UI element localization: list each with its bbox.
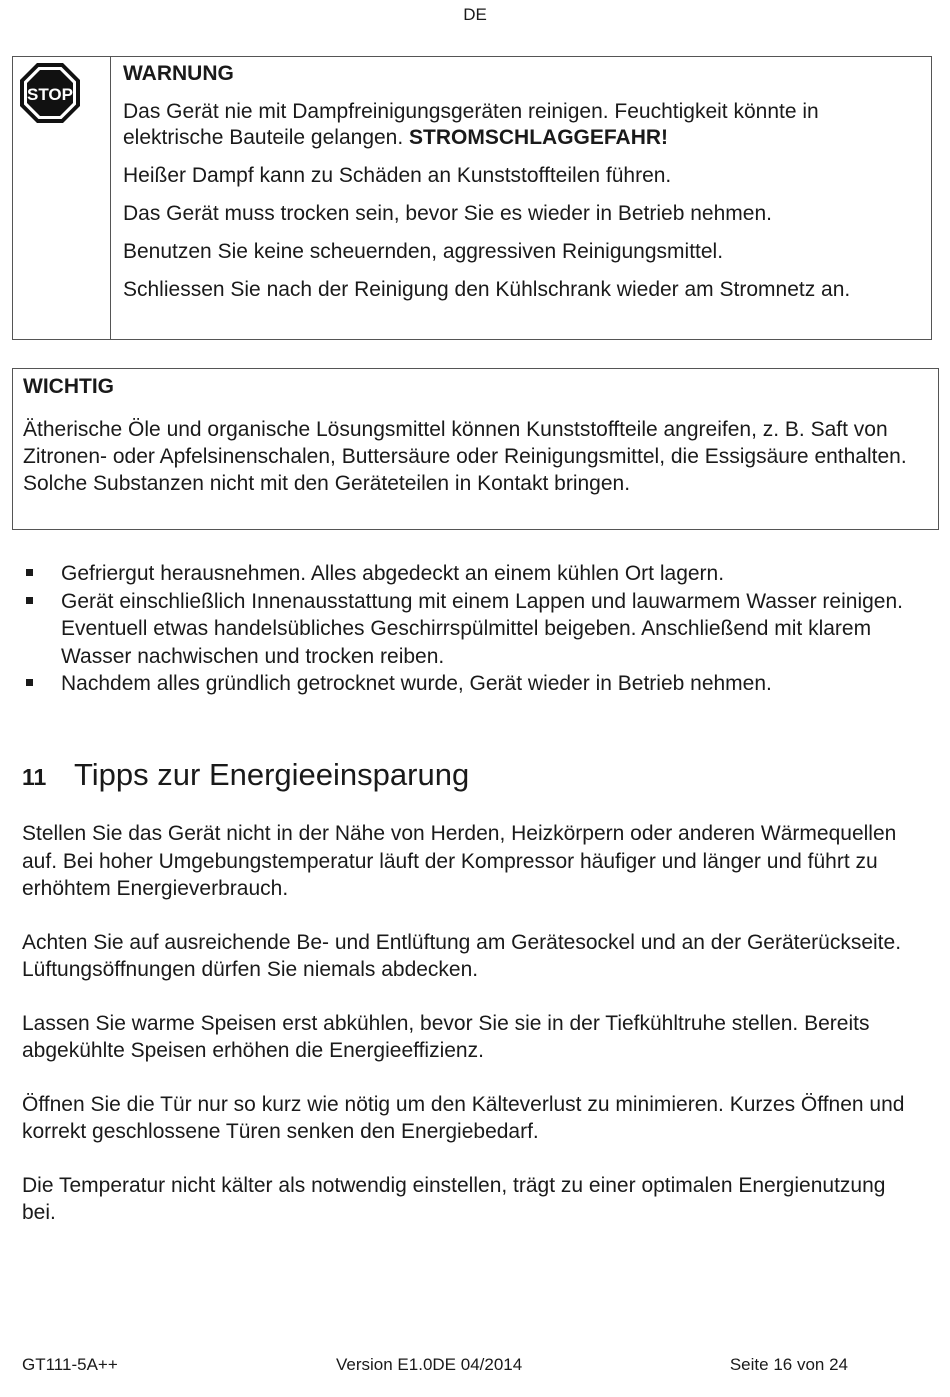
warning-title: WARNUNG: [123, 62, 234, 85]
section-heading: [22, 756, 922, 796]
important-title: WICHTIG: [23, 375, 114, 398]
warning-content: [123, 61, 923, 315]
page-footer: [22, 1355, 848, 1379]
warning-box: [12, 56, 932, 340]
paragraph: Öffnen Sie die Tür nur so kurz wie nötig um den Kälteverlust zu minimieren. Kurzes Öffnen und korrekt geschlossene Türen senken den Energiebedarf.: [22, 1092, 905, 1143]
warning-line-1-text: Das Gerät nie mit Dampfreinigungsgeräten reinigen. Feuchtigkeit könnte in elektrische Bauteile gelangen.: [123, 100, 819, 149]
list-item: [22, 588, 922, 671]
energy-tips: [22, 820, 922, 1253]
warning-line-2: Heißer Dampf kann zu Schäden an Kunststoffteilen führen.: [123, 164, 672, 187]
paragraph: Lassen Sie warme Speisen erst abkühlen, bevor Sie sie in der Tiefkühltruhe stellen. Bereits abgekühlte Speisen erhöhen die Energieeffizienz.: [22, 1011, 870, 1062]
section-title: Tipps zur Energieeinsparung: [74, 757, 470, 792]
paragraph: Die Temperatur nicht kälter als notwendig einstellen, trägt zu einer optimalen Energienutzung bei.: [22, 1173, 886, 1224]
important-text: Ätherische Öle und organische Lösungsmittel können Kunststoffteile angreifen, z. B. Saft von Zitronen- oder Apfelsinenschalen, Buttersäure oder Reinigungsmittel, die Essigsäure enthalten. Solche Substanzen nicht mit den Geräteteilen in Kontakt bringen.: [23, 418, 907, 495]
list-item: [22, 560, 922, 588]
footer-version: Version E1.0DE 04/2014: [336, 1355, 523, 1374]
warning-shock-hazard: STROMSCHLAGGEFAHR!: [409, 126, 669, 149]
cleaning-steps-list: [22, 560, 922, 698]
bullet-square-icon: [26, 569, 33, 576]
list-item: [22, 670, 922, 698]
stop-sign-text: STOP: [27, 85, 73, 104]
bullet-square-icon: [26, 597, 33, 604]
section-number: 11: [22, 764, 47, 790]
paragraph: Achten Sie auf ausreichende Be- und Entlüftung am Gerätesockel und an der Geräterückseite. Lüftungsöffnungen dürfen Sie niemals abdecken.: [22, 930, 902, 981]
stop-sign-icon: [19, 62, 81, 124]
footer-page-number: Seite 16 von 24: [729, 1355, 848, 1374]
list-item-text: Gerät einschließlich Innenausstattung mit einem Lappen und lauwarmem Wasser reinigen. Eventuell etwas handelsübliches Geschirrspülmittel beigeben. Anschließend mit klarem Wasser nachwischen und trocken reiben.: [61, 589, 903, 668]
warning-line-4: Benutzen Sie keine scheuernden, aggressiven Reinigungsmittel.: [123, 240, 724, 263]
page-language-label: DE: [463, 5, 487, 24]
important-content: [23, 373, 923, 497]
bullet-square-icon: [26, 679, 33, 686]
paragraph: Stellen Sie das Gerät nicht in der Nähe von Herden, Heizkörpern oder anderen Wärmequellen auf. Bei hoher Umgebungstemperatur läuft der Kompressor häufiger und länger und führt zu erhöhtem Energieverbrauch.: [22, 822, 897, 900]
list-item-text: Nachdem alles gründlich getrocknet wurde, Gerät wieder in Betrieb nehmen.: [61, 672, 772, 695]
warning-line-1: [123, 99, 923, 151]
warning-icon-column: [13, 57, 111, 339]
list-item-text: Gefriergut herausnehmen. Alles abgedeckt an einem kühlen Ort lagern.: [61, 562, 725, 585]
warning-line-3: Das Gerät muss trocken sein, bevor Sie es wieder in Betrieb nehmen.: [123, 202, 772, 225]
footer-model: GT111-5A++: [22, 1355, 118, 1374]
important-box: [12, 368, 939, 530]
warning-line-5: Schliessen Sie nach der Reinigung den Kühlschrank wieder am Stromnetz an.: [123, 278, 851, 301]
